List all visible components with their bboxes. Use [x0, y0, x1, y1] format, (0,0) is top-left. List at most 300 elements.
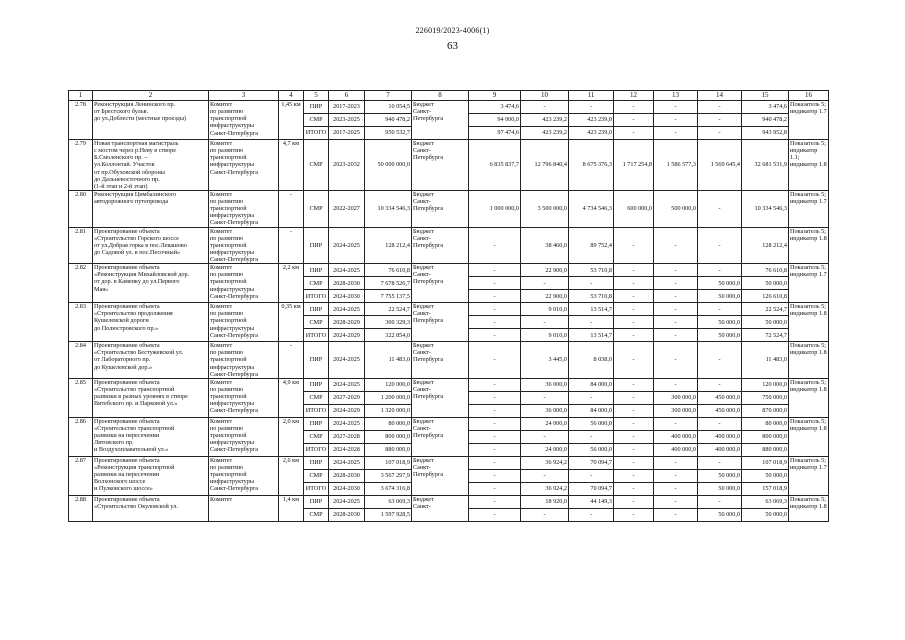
amount-cell: 107 018,9 — [742, 456, 789, 469]
amount-cell: 6 835 837,7 — [469, 140, 521, 191]
item-number: 2.79 — [69, 140, 93, 191]
indicator-ref: Показатель 5; индикатор 1.8 — [789, 417, 829, 456]
amount-cell: - — [614, 329, 654, 342]
amount-cell: 10 334 546,3 — [742, 190, 789, 227]
object-length: - — [279, 227, 304, 264]
amount-cell: - — [521, 469, 569, 482]
total-cost: 107 018,9 — [365, 456, 412, 469]
funding-source: Бюджет Санкт- Петербурга — [412, 456, 469, 495]
amount-cell: 18 920,0 — [521, 495, 569, 508]
work-period: 2028-2030 — [329, 508, 365, 521]
work-type: ИТОГО — [304, 404, 329, 417]
object-name: Проектирование объекта «Строительство транспортной развязки на пересечении Литовского пр. и Воздухоплавательной ул.» — [93, 417, 209, 456]
amount-cell: 80 000,0 — [742, 417, 789, 430]
item-number: 2.84 — [69, 342, 93, 379]
work-type: ПИР — [304, 264, 329, 277]
work-period: 2024-2025 — [329, 342, 365, 379]
amount-cell: 1 569 645,4 — [698, 140, 742, 191]
work-period: 2028-2029 — [329, 316, 365, 329]
column-header: 5 — [304, 91, 329, 101]
item-number: 2.80 — [69, 190, 93, 227]
amount-cell: - — [469, 443, 521, 456]
total-cost: 1 200 000,0 — [365, 391, 412, 404]
amount-cell: 9 010,0 — [521, 329, 569, 342]
amount-cell: 13 514,7 — [569, 329, 614, 342]
responsible-body: Комитет по развитию транспортной инфраструктуры Санкт-Петербурга — [209, 378, 279, 417]
object-name: Проектирование объекта «Строительство транспортной развязки в разных уровнях в створе Витебского пр. и Парковой ул.» — [93, 378, 209, 417]
object-length: - — [279, 342, 304, 379]
amount-cell: 3 445,0 — [521, 342, 569, 379]
amount-cell: - — [654, 456, 698, 469]
work-period: 2024-2030 — [329, 482, 365, 495]
amount-cell: - — [614, 430, 654, 443]
work-period: 2027-2028 — [329, 430, 365, 443]
amount-cell: 880 000,0 — [742, 443, 789, 456]
amount-cell: - — [521, 277, 569, 290]
object-name: Проектирование объекта «Реконструкция Михайловской дор. от дор. в Каменку до ул.Первого Мая» — [93, 264, 209, 303]
total-cost: 880 000,0 — [365, 443, 412, 456]
amount-cell: - — [614, 316, 654, 329]
amount-cell: 450 000,0 — [698, 404, 742, 417]
table-row — [69, 417, 829, 430]
work-type: ПИР — [304, 227, 329, 264]
item-number: 2.78 — [69, 101, 93, 140]
amount-cell: 9 010,0 — [521, 303, 569, 316]
amount-cell: 76 610,8 — [742, 264, 789, 277]
amount-cell: - — [654, 316, 698, 329]
amount-cell: - — [698, 101, 742, 114]
work-period: 2024-2029 — [329, 404, 365, 417]
indicator-ref: Показатель 5; индикатор 1.7 — [789, 190, 829, 227]
work-period: 2024-2025 — [329, 303, 365, 316]
object-length: - — [279, 190, 304, 227]
amount-cell: - — [614, 264, 654, 277]
program-table — [68, 90, 829, 522]
amount-cell: 11 483,0 — [742, 342, 789, 379]
object-name: Реконструкция Цимбалинского автодорожного путепровода — [93, 190, 209, 227]
item-number: 2.83 — [69, 303, 93, 342]
total-cost: 120 000,0 — [365, 378, 412, 391]
responsible-body: Комитет по развитию транспортной инфраструктуры Санкт-Петербурга — [209, 227, 279, 264]
work-type: СМР — [304, 391, 329, 404]
amount-cell: - — [698, 127, 742, 140]
amount-cell: - — [654, 290, 698, 303]
indicator-ref: Показатель 5; индикатор 1.8 — [789, 303, 829, 342]
amount-cell: - — [614, 277, 654, 290]
work-type: ПИР — [304, 303, 329, 316]
work-period: 2023-2032 — [329, 140, 365, 191]
responsible-body: Комитет по развитию транспортной инфраструктуры Санкт-Петербурга — [209, 190, 279, 227]
table-row — [69, 264, 829, 277]
amount-cell: - — [469, 290, 521, 303]
amount-cell: 1 000 000,0 — [469, 190, 521, 227]
amount-cell: 50 000,0 — [742, 469, 789, 482]
amount-cell: - — [469, 417, 521, 430]
amount-cell: 70 094,7 — [569, 456, 614, 469]
table-row — [69, 227, 829, 264]
total-cost: 128 212,4 — [365, 227, 412, 264]
amount-cell: 70 094,7 — [569, 482, 614, 495]
amount-cell: - — [698, 456, 742, 469]
amount-cell: 4 734 546,3 — [569, 190, 614, 227]
amount-cell: - — [654, 227, 698, 264]
total-cost: 3 674 316,8 — [365, 482, 412, 495]
amount-cell: - — [614, 469, 654, 482]
amount-cell: - — [654, 482, 698, 495]
amount-cell: - — [521, 391, 569, 404]
column-header: 8 — [412, 91, 469, 101]
work-type: СМР — [304, 469, 329, 482]
responsible-body: Комитет по развитию транспортной инфраструктуры Санкт-Петербурга — [209, 303, 279, 342]
funding-source: Бюджет Санкт- Петербурга — [412, 140, 469, 191]
responsible-body: Комитет по развитию транспортной инфраструктуры Санкт-Петербурга — [209, 264, 279, 303]
work-period: 2017-2025 — [329, 127, 365, 140]
amount-cell: 50 000,0 — [742, 316, 789, 329]
amount-cell: - — [654, 378, 698, 391]
table-row — [69, 456, 829, 469]
amount-cell: - — [469, 404, 521, 417]
amount-cell: - — [569, 469, 614, 482]
amount-cell: - — [469, 316, 521, 329]
total-cost: 11 483,0 — [365, 342, 412, 379]
amount-cell: - — [469, 391, 521, 404]
amount-cell: 72 524,7 — [742, 329, 789, 342]
total-cost: 10 334 546,3 — [365, 190, 412, 227]
column-header: 15 — [742, 91, 789, 101]
amount-cell: 50 000,0 — [698, 329, 742, 342]
indicator-ref: Показатель 5; индикатор 1.8 — [789, 378, 829, 417]
amount-cell: - — [469, 264, 521, 277]
amount-cell: 600 000,0 — [614, 190, 654, 227]
amount-cell: 400 000,0 — [698, 443, 742, 456]
amount-cell: 870 000,0 — [742, 404, 789, 417]
total-cost: 940 478,2 — [365, 114, 412, 127]
work-type: СМР — [304, 508, 329, 521]
amount-cell: 24 000,0 — [521, 443, 569, 456]
amount-cell: 22 900,0 — [521, 290, 569, 303]
total-cost: 50 000 000,0 — [365, 140, 412, 191]
object-length: 2,6 км — [279, 456, 304, 495]
amount-cell: - — [469, 430, 521, 443]
total-cost: 300 329,3 — [365, 316, 412, 329]
work-type: ПИР — [304, 417, 329, 430]
amount-cell: - — [654, 277, 698, 290]
amount-cell: - — [614, 456, 654, 469]
amount-cell: 56 000,0 — [569, 443, 614, 456]
responsible-body: Комитет по развитию транспортной инфраструктуры Санкт-Петербурга — [209, 342, 279, 379]
amount-cell: - — [614, 127, 654, 140]
object-length: 2,0 км — [279, 417, 304, 456]
amount-cell: - — [469, 495, 521, 508]
item-number: 2.87 — [69, 456, 93, 495]
total-cost: 76 610,8 — [365, 264, 412, 277]
work-period: 2027-2029 — [329, 391, 365, 404]
amount-cell: 300 000,0 — [654, 391, 698, 404]
funding-source: Бюджет Санкт- Петербурга — [412, 417, 469, 456]
table-row — [69, 378, 829, 391]
column-header: 13 — [654, 91, 698, 101]
amount-cell: - — [654, 508, 698, 521]
responsible-body: Комитет по развитию транспортной инфраструктуры Санкт-Петербурга — [209, 140, 279, 191]
work-type: ПИР — [304, 495, 329, 508]
amount-cell: 38 460,0 — [521, 227, 569, 264]
amount-cell: - — [654, 264, 698, 277]
amount-cell: 53 710,8 — [569, 264, 614, 277]
work-period: 2024-2029 — [329, 329, 365, 342]
amount-cell: 50 000,0 — [698, 482, 742, 495]
amount-cell: 943 952,8 — [742, 127, 789, 140]
responsible-body: Комитет по развитию транспортной инфраструктуры Санкт-Петербурга — [209, 456, 279, 495]
amount-cell: - — [469, 508, 521, 521]
amount-cell: 750 000,0 — [742, 391, 789, 404]
amount-cell: 84 000,0 — [569, 378, 614, 391]
object-name: Проектирование объекта «Строительство Бестужевской ул. от Лабораторного пр. до Кушелевской дор.» — [93, 342, 209, 379]
amount-cell: - — [614, 227, 654, 264]
amount-cell: - — [469, 378, 521, 391]
amount-cell: - — [469, 227, 521, 264]
amount-cell: 22 524,7 — [742, 303, 789, 316]
amount-cell: - — [654, 114, 698, 127]
amount-cell: 126 610,8 — [742, 290, 789, 303]
work-period: 2024-2025 — [329, 264, 365, 277]
item-number: 2.81 — [69, 227, 93, 264]
amount-cell: 50 000,0 — [698, 508, 742, 521]
work-type: ИТОГО — [304, 482, 329, 495]
amount-cell: 50 000,0 — [698, 469, 742, 482]
amount-cell: 940 478,2 — [742, 114, 789, 127]
amount-cell: - — [569, 101, 614, 114]
amount-cell: 36 924,2 — [521, 482, 569, 495]
amount-cell: 94 000,0 — [469, 114, 521, 127]
amount-cell: - — [614, 101, 654, 114]
total-cost: 22 524,7 — [365, 303, 412, 316]
total-cost: 3 567 297,9 — [365, 469, 412, 482]
amount-cell: - — [469, 456, 521, 469]
column-header: 7 — [365, 91, 412, 101]
indicator-ref: Показатель 5; индикатор 1.1; индикатор 1.8 — [789, 140, 829, 191]
work-period: 2024-2025 — [329, 417, 365, 430]
total-cost: 10 054,5 — [365, 101, 412, 114]
amount-cell: 32 681 531,9 — [742, 140, 789, 191]
amount-cell: - — [654, 101, 698, 114]
total-cost: 7 678 526,7 — [365, 277, 412, 290]
column-header: 9 — [469, 91, 521, 101]
total-cost: 950 532,7 — [365, 127, 412, 140]
amount-cell: 50 000,0 — [698, 277, 742, 290]
amount-cell: - — [521, 430, 569, 443]
column-header: 10 — [521, 91, 569, 101]
responsible-body: Комитет — [209, 495, 279, 521]
object-length: 4,7 км — [279, 140, 304, 191]
amount-cell: 423 239,0 — [569, 114, 614, 127]
amount-cell: 63 069,3 — [742, 495, 789, 508]
work-period: 2022-2027 — [329, 190, 365, 227]
total-cost: 80 000,0 — [365, 417, 412, 430]
amount-cell: - — [469, 342, 521, 379]
amount-cell: 3 474,6 — [469, 101, 521, 114]
work-type: СМР — [304, 114, 329, 127]
item-number: 2.86 — [69, 417, 93, 456]
amount-cell: - — [654, 417, 698, 430]
amount-cell: 8 675 376,3 — [569, 140, 614, 191]
amount-cell: - — [614, 342, 654, 379]
amount-cell: 3 474,6 — [742, 101, 789, 114]
amount-cell: - — [614, 404, 654, 417]
amount-cell: - — [698, 342, 742, 379]
work-type: ПИР — [304, 456, 329, 469]
amount-cell: - — [569, 391, 614, 404]
amount-cell: 1 586 577,3 — [654, 140, 698, 191]
work-period: 2024-2030 — [329, 290, 365, 303]
amount-cell: 400 000,0 — [654, 430, 698, 443]
amount-cell: - — [614, 417, 654, 430]
amount-cell: 13 514,7 — [569, 303, 614, 316]
work-period: 2024-2025 — [329, 495, 365, 508]
indicator-ref: Показатель 5; индикатор 1.8 — [789, 342, 829, 379]
amount-cell: 800 000,0 — [742, 430, 789, 443]
amount-cell: - — [614, 495, 654, 508]
amount-cell: 50 000,0 — [698, 290, 742, 303]
amount-cell: - — [654, 495, 698, 508]
work-type: СМР — [304, 140, 329, 191]
object-name: Проектирование объекта «Реконструкция транспортной развязки на пересечении Волхонского шоссе и Пулковского шоссе» — [93, 456, 209, 495]
column-header: 4 — [279, 91, 304, 101]
object-length: 0,35 км — [279, 303, 304, 342]
amount-cell: - — [569, 316, 614, 329]
amount-cell: 423 239,0 — [569, 127, 614, 140]
amount-cell: - — [614, 290, 654, 303]
amount-cell: - — [469, 329, 521, 342]
amount-cell: 400 000,0 — [698, 430, 742, 443]
amount-cell: 12 796 840,4 — [521, 140, 569, 191]
responsible-body: Комитет по развитию транспортной инфраструктуры Санкт-Петербурга — [209, 417, 279, 456]
indicator-ref: Показатель 5; индикатор 1.8 — [789, 495, 829, 521]
column-header: 2 — [93, 91, 209, 101]
column-header: 12 — [614, 91, 654, 101]
page-number: 63 — [447, 40, 458, 52]
work-type: СМР — [304, 277, 329, 290]
amount-cell: 97 474,6 — [469, 127, 521, 140]
amount-cell: - — [654, 303, 698, 316]
column-number-row — [69, 91, 829, 101]
total-cost: 7 755 137,5 — [365, 290, 412, 303]
work-type: ИТОГО — [304, 329, 329, 342]
object-name: Реконструкция Ленинского пр. от Брестского бульв. до ул.Доблести (местные проезды) — [93, 101, 209, 140]
item-number: 2.82 — [69, 264, 93, 303]
indicator-ref: Показатель 5; индикатор 1.7 — [789, 101, 829, 140]
work-type: СМР — [304, 190, 329, 227]
amount-cell: - — [569, 277, 614, 290]
amount-cell: 89 752,4 — [569, 227, 614, 264]
funding-source: Бюджет Санкт- Петербурга — [412, 227, 469, 264]
funding-source: Бюджет Санкт- Петербурга — [412, 342, 469, 379]
column-header: 11 — [569, 91, 614, 101]
funding-source: Бюджет Санкт- Петербурга — [412, 303, 469, 342]
amount-cell: - — [614, 378, 654, 391]
work-period: 2024-2025 — [329, 378, 365, 391]
amount-cell: - — [698, 303, 742, 316]
amount-cell: 3 500 000,0 — [521, 190, 569, 227]
amount-cell: 300 000,0 — [654, 404, 698, 417]
amount-cell: - — [698, 190, 742, 227]
indicator-ref: Показатель 5; индикатор 1.7 — [789, 456, 829, 495]
column-header: 14 — [698, 91, 742, 101]
object-name: Новая транспортная магистраль с мостом через р.Неву в створе Б.Смоленского пр. – ул.Коллонтай. Участок от пр.Обуховской обороны до Дальневосточного пр. (1-й этап и 2-й этап) — [93, 140, 209, 191]
column-header: 6 — [329, 91, 365, 101]
table-row — [69, 190, 829, 227]
amount-cell: - — [614, 391, 654, 404]
amount-cell: - — [614, 482, 654, 495]
amount-cell: 50 000,0 — [698, 316, 742, 329]
work-type: ИТОГО — [304, 443, 329, 456]
total-cost: 800 000,0 — [365, 430, 412, 443]
indicator-ref: Показатель 5; индикатор 1.8 — [789, 227, 829, 264]
amount-cell: 36 000,0 — [521, 378, 569, 391]
funding-source: Бюджет Санкт- Петербурга — [412, 190, 469, 227]
work-type: СМР — [304, 316, 329, 329]
amount-cell: 450 000,0 — [698, 391, 742, 404]
amount-cell: 423 239,2 — [521, 114, 569, 127]
object-length: 4,9 км — [279, 378, 304, 417]
work-period: 2028-2030 — [329, 277, 365, 290]
amount-cell: 36 924,2 — [521, 456, 569, 469]
amount-cell: - — [654, 469, 698, 482]
amount-cell: 8 038,0 — [569, 342, 614, 379]
funding-source: Бюджет Санкт- — [412, 495, 469, 521]
object-name: Проектирование объекта «Строительство продолжения Кушелевской дороги до Полюстровского пр.» — [93, 303, 209, 342]
amount-cell: - — [654, 329, 698, 342]
amount-cell: - — [698, 264, 742, 277]
work-type: ИТОГО — [304, 127, 329, 140]
amount-cell: 1 717 254,8 — [614, 140, 654, 191]
amount-cell: - — [698, 378, 742, 391]
amount-cell: 400 000,0 — [654, 443, 698, 456]
work-type: ПИР — [304, 101, 329, 114]
amount-cell: 24 000,0 — [521, 417, 569, 430]
amount-cell: - — [614, 508, 654, 521]
column-header: 3 — [209, 91, 279, 101]
total-cost: 1 597 928,5 — [365, 508, 412, 521]
amount-cell: 500 000,0 — [654, 190, 698, 227]
amount-cell: - — [469, 303, 521, 316]
total-cost: 63 069,3 — [365, 495, 412, 508]
amount-cell: 50 000,0 — [742, 277, 789, 290]
work-period: 2024-2025 — [329, 456, 365, 469]
amount-cell: - — [698, 417, 742, 430]
amount-cell: - — [614, 303, 654, 316]
amount-cell: - — [569, 430, 614, 443]
amount-cell: - — [469, 277, 521, 290]
amount-cell: - — [654, 127, 698, 140]
column-header: 16 — [789, 91, 829, 101]
amount-cell: - — [521, 101, 569, 114]
item-number: 2.88 — [69, 495, 93, 521]
amount-cell: 120 000,0 — [742, 378, 789, 391]
document-id: 226019/2023-4006(1) — [415, 26, 490, 35]
work-type: СМР — [304, 430, 329, 443]
column-header: 1 — [69, 91, 93, 101]
amount-cell: 22 900,0 — [521, 264, 569, 277]
total-cost: 1 320 000,0 — [365, 404, 412, 417]
amount-cell: - — [469, 469, 521, 482]
amount-cell: 53 710,8 — [569, 290, 614, 303]
amount-cell: - — [698, 114, 742, 127]
amount-cell: 157 018,9 — [742, 482, 789, 495]
funding-source: Бюджет Санкт- Петербурга — [412, 101, 469, 140]
object-length: 2,2 км — [279, 264, 304, 303]
work-type: ИТОГО — [304, 290, 329, 303]
responsible-body: Комитет по развитию транспортной инфраструктуры Санкт-Петербурга — [209, 101, 279, 140]
